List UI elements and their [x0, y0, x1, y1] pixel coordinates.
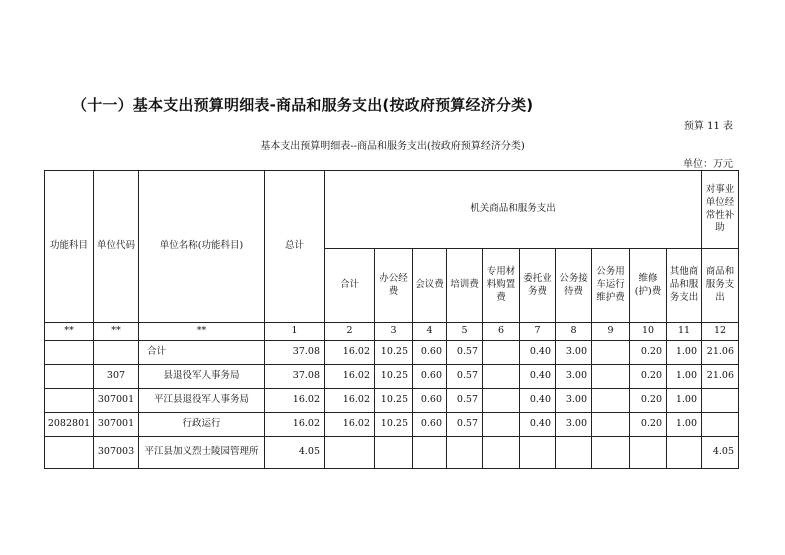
- budget-table: [44, 170, 739, 469]
- index-cell: 3: [375, 323, 413, 341]
- heji-cell: 16.02: [325, 365, 375, 389]
- table-subtitle: 基本支出预算明细表--商品和服务支出(按政府预算经济分类): [260, 141, 525, 152]
- index-cell: **: [94, 323, 139, 341]
- func-code-cell: [45, 437, 94, 469]
- header-group: 机关商品和服务支出: [325, 171, 702, 249]
- heji-cell: 16.02: [325, 413, 375, 437]
- unit-code-cell: [94, 341, 139, 365]
- repair-cell: 0.20: [630, 389, 667, 413]
- entrusted-cell: 0.40: [520, 389, 556, 413]
- unit-name-cell: 平江县加义烈士陵园管理所: [139, 437, 265, 469]
- material-cell: [483, 365, 520, 389]
- vehicle-cell: [592, 413, 630, 437]
- meeting-cell: [413, 437, 447, 469]
- office-cell: 10.25: [375, 413, 413, 437]
- unit-code-cell: 307001: [94, 413, 139, 437]
- index-cell: 6: [483, 323, 520, 341]
- table-row: [45, 365, 739, 389]
- vehicle-cell: [592, 341, 630, 365]
- header-reception: 公务接待费: [556, 249, 592, 323]
- subsidy-cell: 4.05: [702, 437, 739, 469]
- meeting-cell: 0.60: [413, 341, 447, 365]
- header-entrusted: 委托业务费: [520, 249, 556, 323]
- subsidy-cell: 21.06: [702, 365, 739, 389]
- total-cell: 16.02: [265, 413, 325, 437]
- training-cell: 0.57: [447, 389, 483, 413]
- unit-name-cell: 行政运行: [139, 413, 265, 437]
- training-cell: 0.57: [447, 341, 483, 365]
- other-cell: 1.00: [667, 341, 702, 365]
- reception-cell: 3.00: [556, 413, 592, 437]
- header-total: 总计: [265, 171, 325, 323]
- table-row: [45, 413, 739, 437]
- heji-cell: [325, 437, 375, 469]
- total-cell: 37.08: [265, 365, 325, 389]
- func-code-cell: [45, 389, 94, 413]
- index-cell: **: [139, 323, 265, 341]
- training-cell: 0.57: [447, 413, 483, 437]
- func-code-cell: 2082801: [45, 413, 94, 437]
- index-cell: 10: [630, 323, 667, 341]
- table-row: [45, 389, 739, 413]
- heji-cell: 16.02: [325, 341, 375, 365]
- index-row: [45, 323, 739, 341]
- index-cell: 5: [447, 323, 483, 341]
- repair-cell: 0.20: [630, 413, 667, 437]
- entrusted-cell: 0.40: [520, 341, 556, 365]
- training-cell: 0.57: [447, 365, 483, 389]
- unit-code-cell: 307001: [94, 389, 139, 413]
- total-cell: 37.08: [265, 341, 325, 365]
- office-cell: 10.25: [375, 341, 413, 365]
- table-row: [45, 341, 739, 365]
- index-cell: 2: [325, 323, 375, 341]
- meeting-cell: 0.60: [413, 413, 447, 437]
- meeting-cell: 0.60: [413, 365, 447, 389]
- reception-cell: 3.00: [556, 365, 592, 389]
- subsidy-cell: [702, 413, 739, 437]
- total-cell: 16.02: [265, 389, 325, 413]
- reception-cell: 3.00: [556, 341, 592, 365]
- header-func: 功能科目: [45, 171, 94, 323]
- entrusted-cell: [520, 437, 556, 469]
- header-unit-code: 单位代码: [94, 171, 139, 323]
- repair-cell: 0.20: [630, 341, 667, 365]
- vehicle-cell: [592, 389, 630, 413]
- unit-name-cell: 合计: [139, 341, 265, 365]
- other-cell: [667, 437, 702, 469]
- heji-cell: 16.02: [325, 389, 375, 413]
- material-cell: [483, 341, 520, 365]
- page-title: （十一）基本支出预算明细表-商品和服务支出(按政府预算经济分类): [72, 96, 534, 114]
- unit-label: 单位：万元: [683, 159, 733, 170]
- index-cell: 9: [592, 323, 630, 341]
- func-code-cell: [45, 341, 94, 365]
- total-cell: 4.05: [265, 437, 325, 469]
- vehicle-cell: [592, 437, 630, 469]
- other-cell: 1.00: [667, 365, 702, 389]
- unit-name-cell: 县退役军人事务局: [139, 365, 265, 389]
- table-number: 预算 11 表: [683, 121, 733, 132]
- training-cell: [447, 437, 483, 469]
- header-subsidy-group: 对事业单位经常性补助: [702, 171, 739, 249]
- meeting-cell: 0.60: [413, 389, 447, 413]
- header-meeting: 会议费: [413, 249, 447, 323]
- unit-name-cell: 平江县退役军人事务局: [139, 389, 265, 413]
- vehicle-cell: [592, 365, 630, 389]
- subsidy-cell: 21.06: [702, 341, 739, 365]
- other-cell: 1.00: [667, 413, 702, 437]
- office-cell: 10.25: [375, 389, 413, 413]
- office-cell: 10.25: [375, 365, 413, 389]
- entrusted-cell: 0.40: [520, 365, 556, 389]
- unit-code-cell: 307: [94, 365, 139, 389]
- header-office: 办公经费: [375, 249, 413, 323]
- repair-cell: [630, 437, 667, 469]
- header-vehicle: 公务用车运行维护费: [592, 249, 630, 323]
- header-heji: 合计: [325, 249, 375, 323]
- header-repair: 维修(护)费: [630, 249, 667, 323]
- func-code-cell: [45, 365, 94, 389]
- index-cell: 7: [520, 323, 556, 341]
- index-cell: 8: [556, 323, 592, 341]
- header-other: 其他商品和服务支出: [667, 249, 702, 323]
- material-cell: [483, 389, 520, 413]
- material-cell: [483, 437, 520, 469]
- table-row: [45, 437, 739, 469]
- entrusted-cell: 0.40: [520, 413, 556, 437]
- repair-cell: 0.20: [630, 365, 667, 389]
- unit-code-cell: 307003: [94, 437, 139, 469]
- office-cell: [375, 437, 413, 469]
- subsidy-cell: [702, 389, 739, 413]
- index-cell: 11: [667, 323, 702, 341]
- reception-cell: 3.00: [556, 389, 592, 413]
- material-cell: [483, 413, 520, 437]
- header-material: 专用材料购置费: [483, 249, 520, 323]
- reception-cell: [556, 437, 592, 469]
- index-cell: 1: [265, 323, 325, 341]
- other-cell: 1.00: [667, 389, 702, 413]
- index-cell: 4: [413, 323, 447, 341]
- index-cell: **: [45, 323, 94, 341]
- header-training: 培训费: [447, 249, 483, 323]
- index-cell: 12: [702, 323, 739, 341]
- header-subsidy: 商品和服务支出: [702, 249, 739, 323]
- header-unit-name: 单位名称(功能科目): [139, 171, 265, 323]
